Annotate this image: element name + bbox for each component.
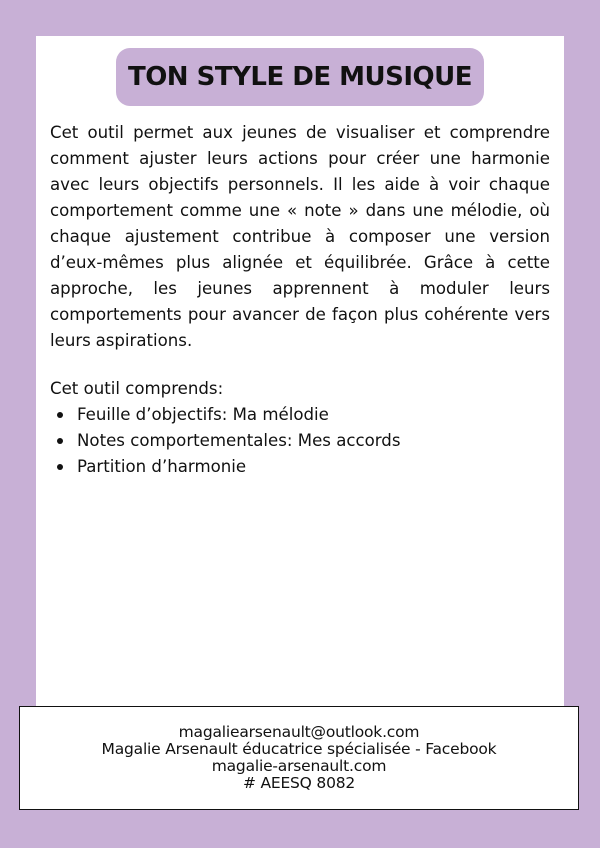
list-item-label: Notes comportementales: Mes accords — [77, 431, 401, 450]
includes-heading: Cet outil comprends: — [50, 379, 224, 398]
title-banner — [116, 48, 484, 106]
list-item-label: Partition d’harmonie — [77, 457, 247, 476]
bullet-icon — [57, 438, 63, 444]
contact-footer — [19, 706, 579, 810]
includes-list — [50, 402, 400, 480]
list-item — [50, 402, 400, 428]
facebook-text: Magalie Arsenault éducatrice spécialisée - Facebook — [101, 740, 497, 758]
list-item — [50, 428, 400, 454]
list-item — [50, 454, 400, 480]
list-item-label: Feuille d’objectifs: Ma mélodie — [77, 405, 329, 424]
bullet-icon — [57, 464, 63, 470]
page-title: TON STYLE DE MUSIQUE — [127, 62, 473, 92]
website-text: magalie-arsenault.com — [211, 757, 387, 775]
membership-text: # AEESQ 8082 — [242, 774, 356, 792]
content-page — [36, 36, 564, 742]
description-paragraph: Cet outil permet aux jeunes de visualiser et comprendre comment ajuster leurs actions pour créer une harmonie avec leurs objectifs personnels. Il les aide à voir chaque comportement comme une « note » dans une mélodie, où chaque ajustement contribue à composer une version d’eux-mêmes plus alignée et équilibrée. Grâce à cette approche, les jeunes apprennent à moduler leurs comportements pour avancer de façon plus cohérente vers leurs aspirations. — [50, 123, 550, 350]
bullet-icon — [57, 412, 63, 418]
email-text: magaliearsenault@outlook.com — [178, 723, 420, 741]
